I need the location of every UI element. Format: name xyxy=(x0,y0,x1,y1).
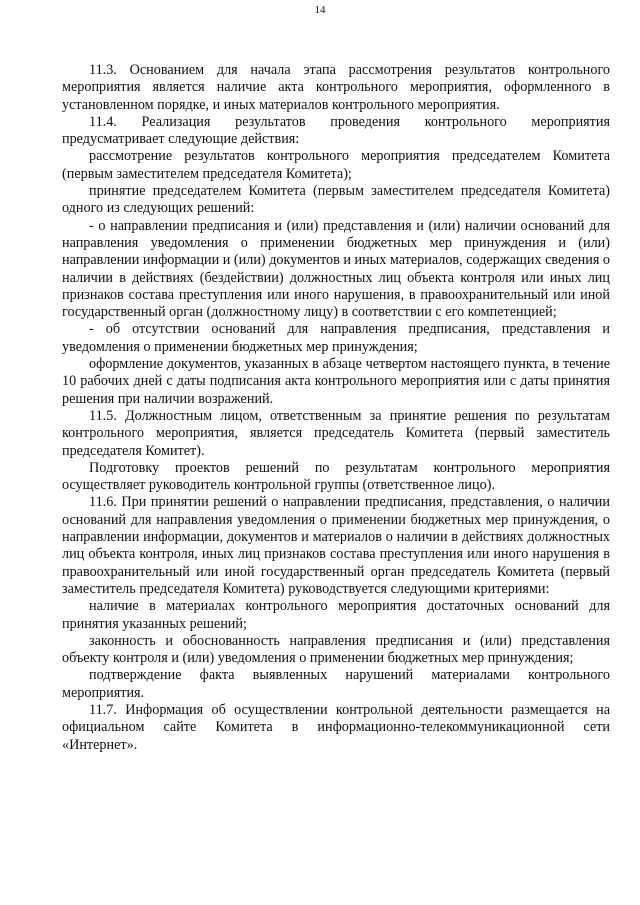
paragraph-criterion-confirmation: подтверждение факта выявленных нарушений материалами контрольного мероприятия. xyxy=(62,667,610,701)
paragraph-criterion-legality: законность и обоснованность направления предписания и (или) представления объекту контроля и (или) уведомления о применении бюджетных мер принуждения; xyxy=(62,632,610,667)
paragraph-decision-option-no-grounds: - об отсутствии оснований для направления предписания, представления и уведомления о применении бюджетных мер принуждения; xyxy=(62,321,610,355)
paragraph-criterion-sufficient-grounds: наличие в материалах контрольного мероприятия достаточных оснований для принятия указанных решений; xyxy=(62,598,610,632)
page-number: 14 xyxy=(314,4,326,16)
paragraph-review-results: рассмотрение результатов контрольного мероприятия председателем Комитета (первым заместителем председателя Комитета); xyxy=(62,148,610,182)
paragraph-11-4: 11.4. Реализация результатов проведения контрольного мероприятия предусматривает следующие действия: xyxy=(62,113,610,148)
document-body xyxy=(62,62,610,754)
paragraph-decision-adoption: принятие председателем Комитета (первым заместителем председателя Комитета) одного из следующих решений: xyxy=(62,183,610,217)
paragraph-11-5: 11.5. Должностным лицом, ответственным за принятие решения по результатам контрольного мероприятия, является председатель Комитета (первый заместитель председателя Комитет). xyxy=(62,407,610,459)
paragraph-11-3: 11.3. Основанием для начала этапа рассмотрения результатов контрольного мероприятия является наличие акта контрольного мероприятия, оформленного в установленном порядке, и иных материалов контрольного мероприятия. xyxy=(62,62,610,113)
paragraph-decision-option-send: - о направлении предписания и (или) представления и (или) наличии оснований для направления уведомления о применении бюджетных мер принуждения и (или) направлении информации и (или) документов и иных материалов, содержащих сведения о наличии в действиях (бездействии) должностных лиц объекта контроля или иных лиц признаков состава преступления или иного нарушения, в правоохранительный или иной государственный орган (должностному лицу) в соответствии с его компетенцией; xyxy=(62,217,610,321)
paragraph-document-preparation: оформление документов, указанных в абзаце четвертом настоящего пункта, в течение 10 рабочих дней с даты подписания акта контрольного мероприятия или с даты принятия решения при наличии возражений. xyxy=(62,356,610,407)
paragraph-11-6: 11.6. При принятии решений о направлении предписания, представления, о наличии оснований для направления уведомления о применении бюджетных мер принуждения, о направлении информации, документов и материалов о наличии в действиях должностных лиц объекта контроля, иных лиц признаков состава преступления или иного нарушения в правоохранительный или иной государственный орган председатель Комитета (первый заместитель председателя Комитета) руководствуется следующими критериями: xyxy=(62,494,610,597)
paragraph-11-7: 11.7. Информация об осуществлении контрольной деятельности размещается на официальном сайте Комитета в информационно-телекоммуникационной сети «Интернет». xyxy=(62,701,610,753)
paragraph-draft-preparation: Подготовку проектов решений по результатам контрольного мероприятия осуществляет руководитель контрольной группы (ответственное лицо). xyxy=(62,459,610,494)
